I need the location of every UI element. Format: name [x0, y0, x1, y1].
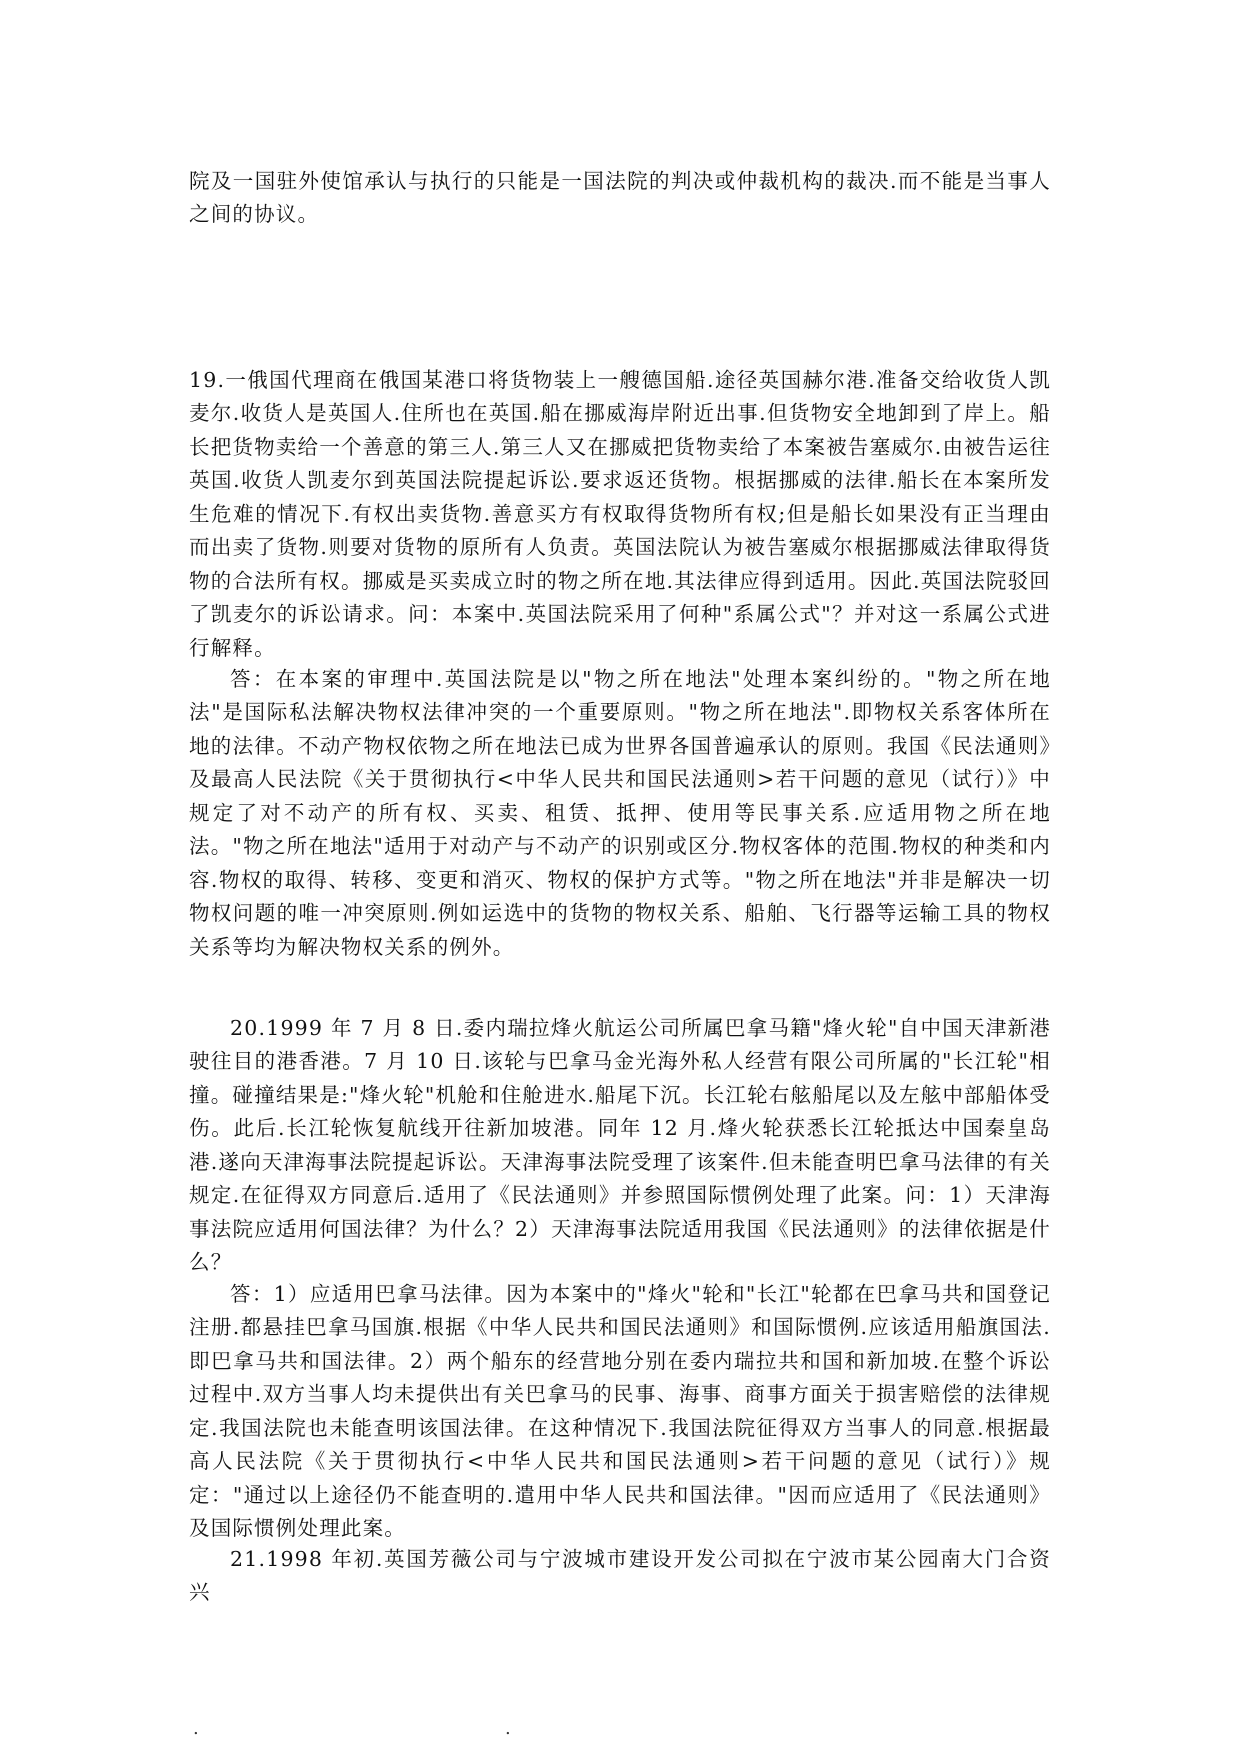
paragraph-answer-19: 答：在本案的审理中.英国法院是以"物之所在地法"处理本案纠纷的。"物之所在地法"是国际私法解决物权法律冲突的一个重要原则。"物之所在地法".即物权关系客体所在地的法律。不动产物权依物之所在地法已成为世界各国普遍承认的原则。我国《民法通则》及最高人民法院《关于贯彻执行<中华人民共和国民法通则>若干问题的意见（试行）》中规定了对不动产的所有权、买卖、租赁、抵押、使用等民事关系.应适用物之所在地法。"物之所在地法"适用于对动产与不动产的识别或区分.物权客体的范围.物权的种类和内容.物权的取得、转移、变更和消灭、物权的保护方式等。"物之所在地法"并非是解决一切物权问题的唯一冲突原则.例如运选中的货物的物权关系、船舶、飞行器等运输工具的物权关系等均为解决物权关系的例外。 [189, 666, 1051, 959]
paragraph-question-19: 19.一俄国代理商在俄国某港口将货物装上一艘德国船.途径英国赫尔港.准备交给收货人凯麦尔.收货人是英国人.住所也在英国.船在挪威海岸附近出事.但货物安全地卸到了岸上。船长把货物卖给一个善意的第三人.第三人又在挪威把货物卖给了本案被告塞威尔.由被告运往英国.收货人凯麦尔到英国法院提起诉讼.要求返还货物。根据挪威的法律.船长在本案所发生危难的情况下.有权出卖货物.善意买方有权取得货物所有权;但是船长如果没有正当理由而出卖了货物.则要对货物的原所有人负责。英国法院认为被告塞威尔根据挪威法律取得货物的合法所有权。挪威是买卖成立时的物之所在地.其法律应得到适用。因此.英国法院驳回了凯麦尔的诉讼请求。问：本案中.英国法院采用了何种"系属公式"？并对这一系属公式进行解释。 [189, 367, 1051, 660]
paragraph-question-20: 20.1999 年 7 月 8 日.委内瑞拉烽火航运公司所属巴拿马籍"烽火轮"自中国天津新港驶往目的港香港。7 月 10 日.该轮与巴拿马金光海外私人经营有限公司所属的"长江轮"相撞。碰撞结果是:"烽火轮"机舱和住舱进水.船尾下沉。长江轮右舷船尾以及左舷中部船体受伤。此后.长江轮恢复航线开往新加坡港。同年 12 月.烽火轮获悉长江轮抵达中国秦皇岛港.遂向天津海事法院提起诉讼。天津海事法院受理了该案件.但未能查明巴拿马法律的有关规定.在征得双方同意后.适用了《民法通则》并参照国际惯例处理了此案。问：1）天津海事法院应适用何国法律？为什么？2）天津海事法院适用我国《民法通则》的法律依据是什么？ [189, 1015, 1051, 1274]
footer-dot-right: . [505, 1718, 511, 1739]
paragraph-answer-20: 答：1）应适用巴拿马法律。因为本案中的"烽火"轮和"长江"轮都在巴拿马共和国登记注册.都悬挂巴拿马国旗.根据《中华人民共和国民法通则》和国际惯例.应该适用船旗国法.即巴拿马共和国法律。2）两个船东的经营地分别在委内瑞拉共和国和新加坡.在整个诉讼过程中.双方当事人均未提供出有关巴拿马的民事、海事、商事方面关于损害赔偿的法律规定.我国法院也未能查明该国法律。在这种情况下.我国法院征得双方当事人的同意.根据最高人民法院《关于贯彻执行<中华人民共和国民法通则>若干问题的意见（试行）》规定："通过以上途径仍不能查明的.遣用中华人民共和国法律。"因而应适用了《民法通则》及国际惯例处理此案。 [189, 1281, 1051, 1540]
footer-dot-left: . [193, 1718, 199, 1739]
paragraph-question-21: 21.1998 年初.英国芳薇公司与宁波城市建设开发公司拟在宁波市某公园南大门合资兴 [189, 1546, 1051, 1604]
paragraph-intro: 院及一国驻外使馆承认与执行的只能是一国法院的判决或仲裁机构的裁决.而不能是当事人之间的协议。 [189, 168, 1051, 226]
